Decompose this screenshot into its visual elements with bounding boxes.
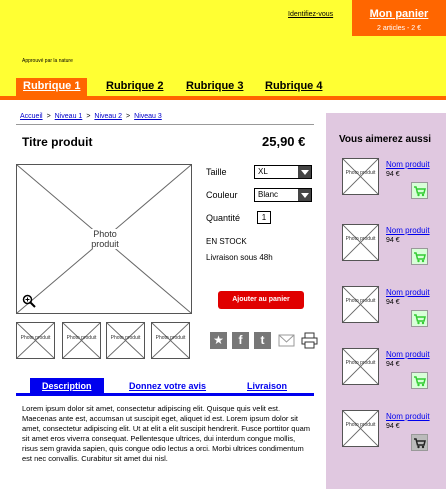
breadcrumb-level-1[interactable]: Niveau 1 [54, 113, 83, 120]
recommended-product-photo[interactable] [342, 286, 379, 323]
breadcrumb-level-2[interactable]: Niveau 2 [94, 113, 123, 120]
product-photo-label: Photo produit [85, 229, 125, 249]
star-icon[interactable]: ★ [210, 332, 227, 349]
nav-item-rubrique-3[interactable]: Rubrique 3 [186, 80, 244, 92]
nav-underline [0, 96, 446, 100]
tab-delivery[interactable]: Livraison [247, 381, 288, 391]
product-thumbnail[interactable] [151, 322, 190, 359]
color-label: Couleur [206, 190, 238, 200]
identify-link[interactable]: Identifiez-vous [288, 11, 334, 18]
tab-description[interactable]: Description [30, 378, 104, 394]
product-thumbnail[interactable] [16, 322, 55, 359]
tab-review[interactable]: Donnez votre avis [129, 381, 207, 391]
recommended-product-name[interactable]: Nom produit [386, 160, 430, 169]
breadcrumb-level-3[interactable]: Niveau 3 [134, 113, 162, 120]
breadcrumb-home[interactable]: Accueil [20, 113, 43, 120]
thumbnail-label: Photo produit [66, 335, 97, 341]
add-to-cart-button[interactable]: Ajouter au panier [218, 291, 304, 309]
recommended-photo-label: Photo produit [345, 360, 376, 366]
thumbnail-label: Photo produit [155, 335, 186, 341]
size-label: Taille [206, 167, 227, 177]
recommended-product-price: 94 € [386, 361, 400, 368]
recommended-product-photo[interactable] [342, 348, 379, 385]
cart-icon[interactable] [411, 310, 428, 327]
cart-icon[interactable] [411, 182, 428, 199]
recommended-product-name[interactable]: Nom produit [386, 350, 430, 359]
divider [16, 124, 314, 125]
cart-button[interactable] [352, 0, 446, 36]
recommended-product-price: 94 € [386, 423, 400, 430]
facebook-icon[interactable]: f [232, 332, 249, 349]
quantity-input[interactable]: 1 [257, 211, 271, 224]
product-description: Lorem ipsum dolor sit amet, consectetur adipiscing elit. Quisque quis velit est. Maecenas ante est, accumsan ut suscipit eget, aliquet id est. Lorem ipsum dolor sit amet, consectetur adipiscing elit. Ut at elit a elit suscipit hendrerit. Fusce porttitor quam sit amet eros viverra consequat. Pellentesque ultrices, dui interdum congue mollis, risus sem gravida sapien, quis congue odio lectus a orci. Morbi ultrices condimentum est nec convallis. Curabitur sit amet dui nisl. [22, 404, 311, 463]
zoom-icon[interactable] [22, 294, 36, 308]
mail-icon[interactable] [278, 332, 295, 349]
recommended-product-name[interactable]: Nom produit [386, 412, 430, 421]
recommended-product-photo[interactable] [342, 158, 379, 195]
recommended-product-name[interactable]: Nom produit [386, 288, 430, 297]
twitter-icon[interactable]: t [254, 332, 271, 349]
placeholder-cross [343, 159, 378, 194]
size-select[interactable] [254, 165, 312, 179]
placeholder-cross [343, 225, 378, 260]
delivery-info: Livraison sous 48h [206, 253, 273, 262]
size-value: XL [258, 167, 268, 176]
chevron-down-icon [298, 166, 311, 178]
stock-status: EN STOCK [206, 237, 247, 246]
color-select[interactable] [254, 188, 312, 202]
nav-item-rubrique-2[interactable]: Rubrique 2 [106, 80, 164, 92]
recommended-photo-label: Photo produit [345, 298, 376, 304]
recommended-photo-label: Photo produit [345, 422, 376, 428]
breadcrumb-separator: > [86, 113, 91, 120]
breadcrumb-separator: > [46, 113, 51, 120]
cart-title: Mon panier [369, 8, 429, 20]
cart-icon[interactable] [411, 434, 428, 451]
breadcrumb [20, 113, 162, 120]
recommendations-title: Vous aimerez aussi [339, 134, 432, 145]
print-icon[interactable] [301, 332, 318, 349]
breadcrumb-separator: > [126, 113, 131, 120]
cart-icon[interactable] [411, 248, 428, 265]
product-price: 25,90 € [262, 134, 306, 149]
product-photo[interactable] [16, 164, 192, 314]
quantity-label: Quantité [206, 213, 241, 223]
recommended-product-photo[interactable] [342, 410, 379, 447]
recommended-product-price: 94 € [386, 171, 400, 178]
tabs-underline [16, 393, 314, 396]
placeholder-cross [343, 411, 378, 446]
color-value: Blanc [258, 190, 279, 199]
chevron-down-icon [298, 189, 311, 201]
product-thumbnail[interactable] [106, 322, 145, 359]
cart-summary: 2 articles - 2 € [377, 25, 421, 32]
cart-icon[interactable] [411, 372, 428, 389]
thumbnail-label: Photo produit [110, 335, 141, 341]
recommended-product-price: 94 € [386, 299, 400, 306]
nav-item-rubrique-4[interactable]: Rubrique 4 [265, 80, 323, 92]
product-thumbnail[interactable] [62, 322, 101, 359]
main-nav [0, 78, 446, 96]
tagline: Approuvé par la nature [22, 58, 73, 64]
recommended-product-name[interactable]: Nom produit [386, 226, 430, 235]
recommended-product-price: 94 € [386, 237, 400, 244]
product-title: Titre produit [22, 135, 93, 149]
placeholder-cross [343, 287, 378, 322]
recommended-photo-label: Photo produit [345, 236, 376, 242]
thumbnail-label: Photo produit [20, 335, 51, 341]
recommended-photo-label: Photo produit [345, 170, 376, 176]
nav-item-rubrique-1[interactable]: Rubrique 1 [16, 78, 87, 96]
recommended-product-photo[interactable] [342, 224, 379, 261]
placeholder-cross [343, 349, 378, 384]
